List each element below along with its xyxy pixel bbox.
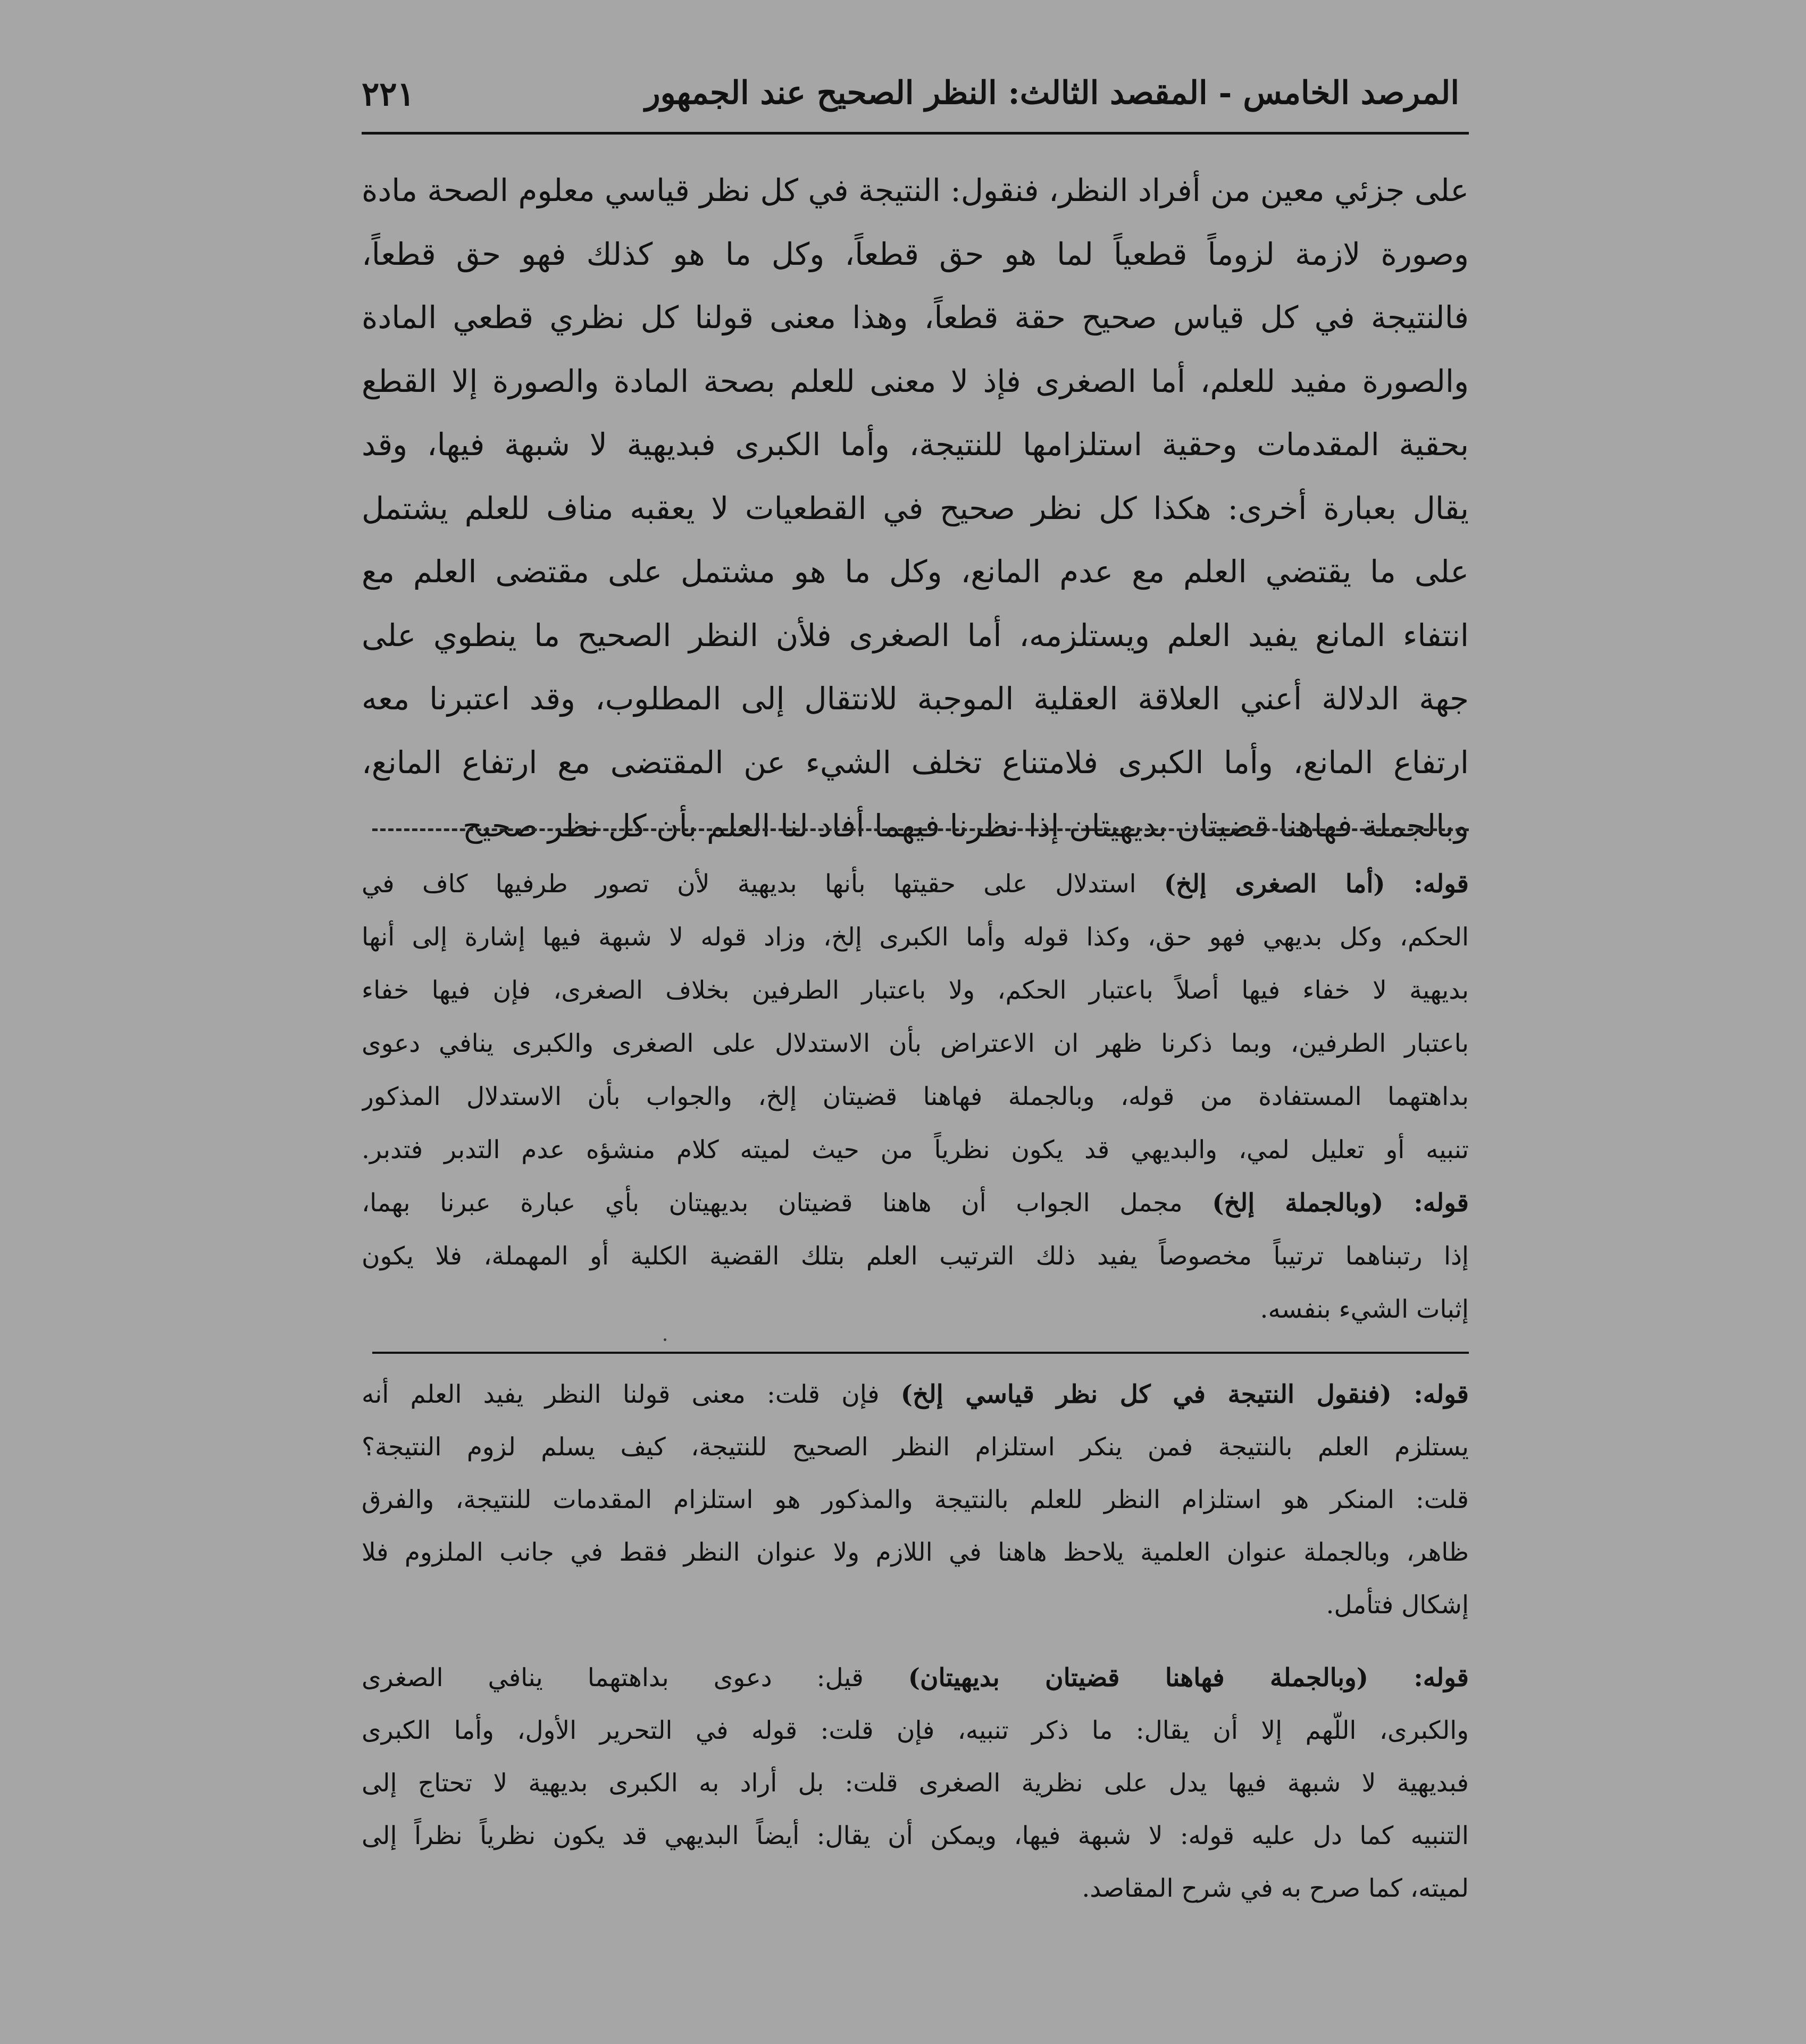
commentary-2-line — [362, 1653, 1469, 1704]
main-text-line — [362, 223, 1469, 285]
running-header-title: المرصد الخامس - المقصد الثالث: النظر الصحيح عند الجمهور — [645, 74, 1459, 112]
commentary-lemma: قوله: (فنقول النتيجة في كل نظر قياسي إلخ) — [900, 1380, 1469, 1409]
line-text: على جزئي معين من أفراد النظر، فنقول: النتيجة في كل نظر قياسي معلوم الصحة مادة — [362, 172, 1469, 208]
commentary-lemma: قوله: (وبالجملة إلخ) — [1212, 1188, 1469, 1218]
line-text: إشكال فتأمل. — [1326, 1590, 1469, 1620]
line-text: وبالجملة فهاهنا قضيتان بديهيتان إذا نظرنا فيهما أفاد لنا العلم بأن كل نظر صحيح — [462, 808, 1469, 844]
line-text: والكبرى، اللّهم إلا أن يقال: ما ذكر تنبيه، فإن قلت: قوله في التحرير الأول، وأما الكبرى — [362, 1716, 1469, 1745]
line-text: قلت: المنكر هو استلزام النظر للعلم بالنتيجة والمذكور هو استلزام المقدمات للنتيجة، والفرق — [362, 1485, 1469, 1514]
line-text: يستلزم العلم بالنتيجة فمن ينكر استلزام النظر الصحيح للنتيجة، كيف يسلم لزوم النتيجة؟ — [362, 1433, 1469, 1462]
main-text-line — [362, 541, 1469, 602]
line-text: إثبات الشيء بنفسه. — [1260, 1295, 1469, 1324]
main-text-line — [362, 287, 1469, 348]
commentary-separator-rule — [372, 1352, 1469, 1354]
line-text: انتفاء المانع يفيد العلم ويستلزمه، أما الصغرى فلأن النظر الصحيح ما ينطوي على — [362, 617, 1469, 654]
commentary-1-line — [362, 1284, 1469, 1335]
line-text: بداهتهما المستفادة من قوله، وبالجملة فهاهنا قضيتان إلخ، والجواب بأن الاستدلال المذكور — [362, 1082, 1469, 1111]
line-text: استدلال على حقيتها بأنها بديهية لأن تصور طرفيها كاف في — [362, 869, 1164, 899]
commentary-2-line — [362, 1811, 1469, 1862]
commentary-1-line — [362, 1178, 1469, 1229]
ink-speck — [664, 1338, 666, 1341]
commentary-2-line — [362, 1422, 1469, 1473]
main-text-line — [362, 605, 1469, 666]
line-text: فالنتيجة في كل قياس صحيح حقة قطعاً، وهذا معنى قولنا كل نظري قطعي المادة — [362, 299, 1469, 336]
line-text: لميته، كما صرح به في شرح المقاصد. — [1082, 1874, 1469, 1903]
commentary-1-line — [362, 1231, 1469, 1282]
commentary-1-line — [362, 1018, 1469, 1069]
commentary-2-line — [362, 1705, 1469, 1756]
commentary-1-line — [362, 1125, 1469, 1176]
commentary-lemma: قوله: (أما الصغرى إلخ) — [1164, 869, 1469, 899]
commentary-2-line — [362, 1863, 1469, 1914]
line-text: قيل: دعوى بداهتهما ينافي الصغرى — [362, 1663, 908, 1693]
commentary-2-line — [362, 1369, 1469, 1420]
line-text: والصورة مفيد للعلم، أما الصغرى فإذ لا معنى للعلم بصحة المادة والصورة إلا القطع — [362, 363, 1469, 399]
line-text: التنبيه كما دل عليه قوله: لا شبهة فيها، ويمكن أن يقال: أيضاً البديهي قد يكون نظرياً نظراً إلى — [362, 1821, 1469, 1850]
line-text: وصورة لازمة لزوماً قطعياً لما هو حق قطعاً، وكل ما هو كذلك فهو حق قطعاً، — [362, 236, 1469, 272]
commentary-2-line — [362, 1527, 1469, 1578]
line-text: مجمل الجواب أن هاهنا قضيتان بديهيتان بأي عبارة عبرنا بهما، — [362, 1188, 1213, 1218]
line-text: جهة الدلالة أعني العلاقة العقلية الموجبة للانتقال إلى المطلوب، وقد اعتبرنا معه — [362, 681, 1469, 717]
main-text-line — [362, 732, 1469, 793]
main-text-line — [362, 478, 1469, 539]
main-text-line — [362, 795, 1469, 857]
line-text: باعتبار الطرفين، وبما ذكرنا ظهر ان الاعتراض بأن الاستدلال على الصغرى والكبرى ينافي دعوى — [362, 1029, 1469, 1058]
line-text: فبديهية لا شبهة فيها يدل على نظرية الصغرى قلت: بل أراد به الكبرى بديهية لا تحتاج إلى — [362, 1769, 1469, 1798]
line-text: تنبيه أو تعليل لمي، والبديهي قد يكون نظرياً من حيث لميته كلام منشؤه عدم التدبر فتدبر. — [362, 1135, 1469, 1165]
commentary-1-line — [362, 1071, 1469, 1122]
commentary-2-line — [362, 1580, 1469, 1631]
line-text: بديهية لا خفاء فيها أصلاً باعتبار الحكم، ولا باعتبار الطرفين بخلاف الصغرى، فإن فيها خفاء — [362, 976, 1469, 1005]
commentary-1-line — [362, 965, 1469, 1016]
commentary-2-line — [362, 1758, 1469, 1809]
line-text: ظاهر، وبالجملة عنوان العلمية يلاحظ هاهنا في اللازم ولا عنوان النظر فقط في جانب الملزوم فلا — [362, 1538, 1469, 1567]
commentary-1-line — [362, 912, 1469, 963]
main-text-line — [362, 668, 1469, 730]
line-text: الحكم، وكل بديهي فهو حق، وكذا قوله وأما الكبرى إلخ، وزاد قوله لا شبهة فيها إشارة إلى أنها — [362, 923, 1469, 952]
line-text: يقال بعبارة أخرى: هكذا كل نظر صحيح في القطعيات لا يعقبه مناف للعلم يشتمل — [362, 490, 1469, 526]
main-text-line — [362, 414, 1469, 475]
page-number: ٢٢١ — [362, 74, 415, 113]
dashed-separator — [372, 828, 1469, 831]
header-rule — [362, 132, 1469, 135]
line-text: فإن قلت: معنى قولنا النظر يفيد العلم أنه — [362, 1380, 901, 1409]
main-text-line — [362, 160, 1469, 221]
main-text-line — [362, 350, 1469, 412]
commentary-lemma: قوله: (وبالجملة فهاهنا قضيتان بديهيتان) — [908, 1663, 1469, 1693]
line-text: إذا رتبناهما ترتيباً مخصوصاً يفيد ذلك الترتيب العلم بتلك القضية الكلية أو المهملة، فلا يكون — [362, 1242, 1469, 1271]
line-text: بحقية المقدمات وحقية استلزامها للنتيجة، وأما الكبرى فبديهية لا شبهة فيها، وقد — [362, 426, 1469, 463]
commentary-1-line — [362, 859, 1469, 910]
line-text: على ما يقتضي العلم مع عدم المانع، وكل ما هو مشتمل على مقتضى العلم مع — [362, 554, 1469, 590]
line-text: ارتفاع المانع، وأما الكبرى فلامتناع تخلف الشيء عن المقتضى مع ارتفاع المانع، — [362, 744, 1469, 781]
commentary-2-line — [362, 1475, 1469, 1526]
